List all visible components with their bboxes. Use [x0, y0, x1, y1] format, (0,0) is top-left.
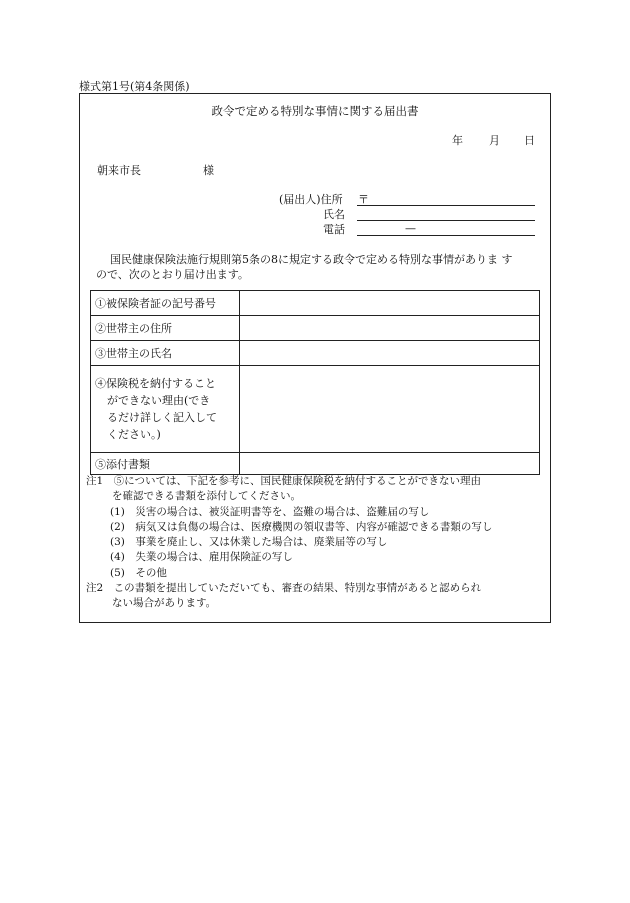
statement-line-2: ので、次のとおり届け出ます。 [96, 268, 249, 281]
submitter-address-label: (届出人)住所 [279, 193, 343, 206]
note-list-item: (3) 事業を廃止し、又は休業した場合は、廃業届等の写し [110, 536, 388, 549]
table-row [91, 316, 540, 341]
reason-label-line: ください。) [107, 428, 161, 441]
row-label-reason [91, 366, 240, 453]
form-title: 政令で定める特別な事情に関する届出書 [211, 104, 419, 118]
phone-field-line[interactable] [357, 235, 535, 236]
date-year-label: 年 [452, 134, 463, 147]
note1-line: を確認できる書類を添付してください。 [112, 490, 301, 503]
date-day-label: 日 [524, 134, 535, 147]
address-field-line[interactable] [357, 205, 535, 206]
note-list-item: (4) 失業の場合は、雇用保険証の写し [110, 551, 293, 564]
householder-address-field[interactable] [240, 316, 540, 341]
note-list-item: (2) 病気又は負傷の場合は、医療機関の領収書等、内容が確認できる書類の写し [110, 520, 493, 533]
attachments-field[interactable] [240, 453, 540, 475]
table-row [91, 341, 540, 366]
date-month-label: 月 [489, 134, 500, 147]
submitter-phone-label: 電話 [323, 223, 345, 236]
table-row [91, 366, 540, 453]
reason-label-line: ができない理由(でき [107, 394, 211, 407]
note-list-item: (1) 災害の場合は、被災証明書等を、盗難の場合は、盗難届の写し [110, 505, 430, 518]
form-number-label: 様式第1号(第4条関係) [79, 80, 190, 93]
statement-line-1: 国民健康保険法施行規則第5条の8に規定する政令で定める特別な事情がありま す [110, 253, 513, 266]
reason-field[interactable] [240, 366, 540, 453]
note1-line: 注1 ⑤については、下記を参考に、国民健康保険税を納付することができない理由 [86, 475, 481, 487]
table-row [91, 291, 540, 316]
row-label-householder-address: ②世帯主の住所 [91, 316, 240, 341]
reason-label-line: ④保険税を納付すること [95, 377, 216, 390]
householder-name-field[interactable] [240, 341, 540, 366]
recipient-honorific: 様 [203, 164, 214, 177]
items-table [90, 290, 540, 475]
recipient-name: 朝来市長 [97, 164, 141, 177]
postal-mark: 〒 [358, 193, 369, 206]
row-label-attachments: ⑤添付書類 [91, 453, 240, 475]
phone-dash: — [405, 222, 416, 235]
note2-line: ない場合があります。 [112, 597, 217, 610]
note-list-item: (5) その他 [110, 566, 167, 579]
certificate-number-field[interactable] [240, 291, 540, 316]
note2-line: 注2 この書類を提出していただいても、審査の結果、特別な事情があると認められ [86, 582, 482, 595]
table-row [91, 453, 540, 475]
submitter-name-label: 氏名 [323, 208, 345, 221]
reason-label-line: るだけ詳しく記入して [107, 411, 217, 424]
row-label-householder-name: ③世帯主の氏名 [91, 341, 240, 366]
row-label-certificate-number: ①被保険者証の記号番号 [91, 291, 240, 316]
name-field-line[interactable] [357, 220, 535, 221]
notes-section [86, 474, 546, 612]
